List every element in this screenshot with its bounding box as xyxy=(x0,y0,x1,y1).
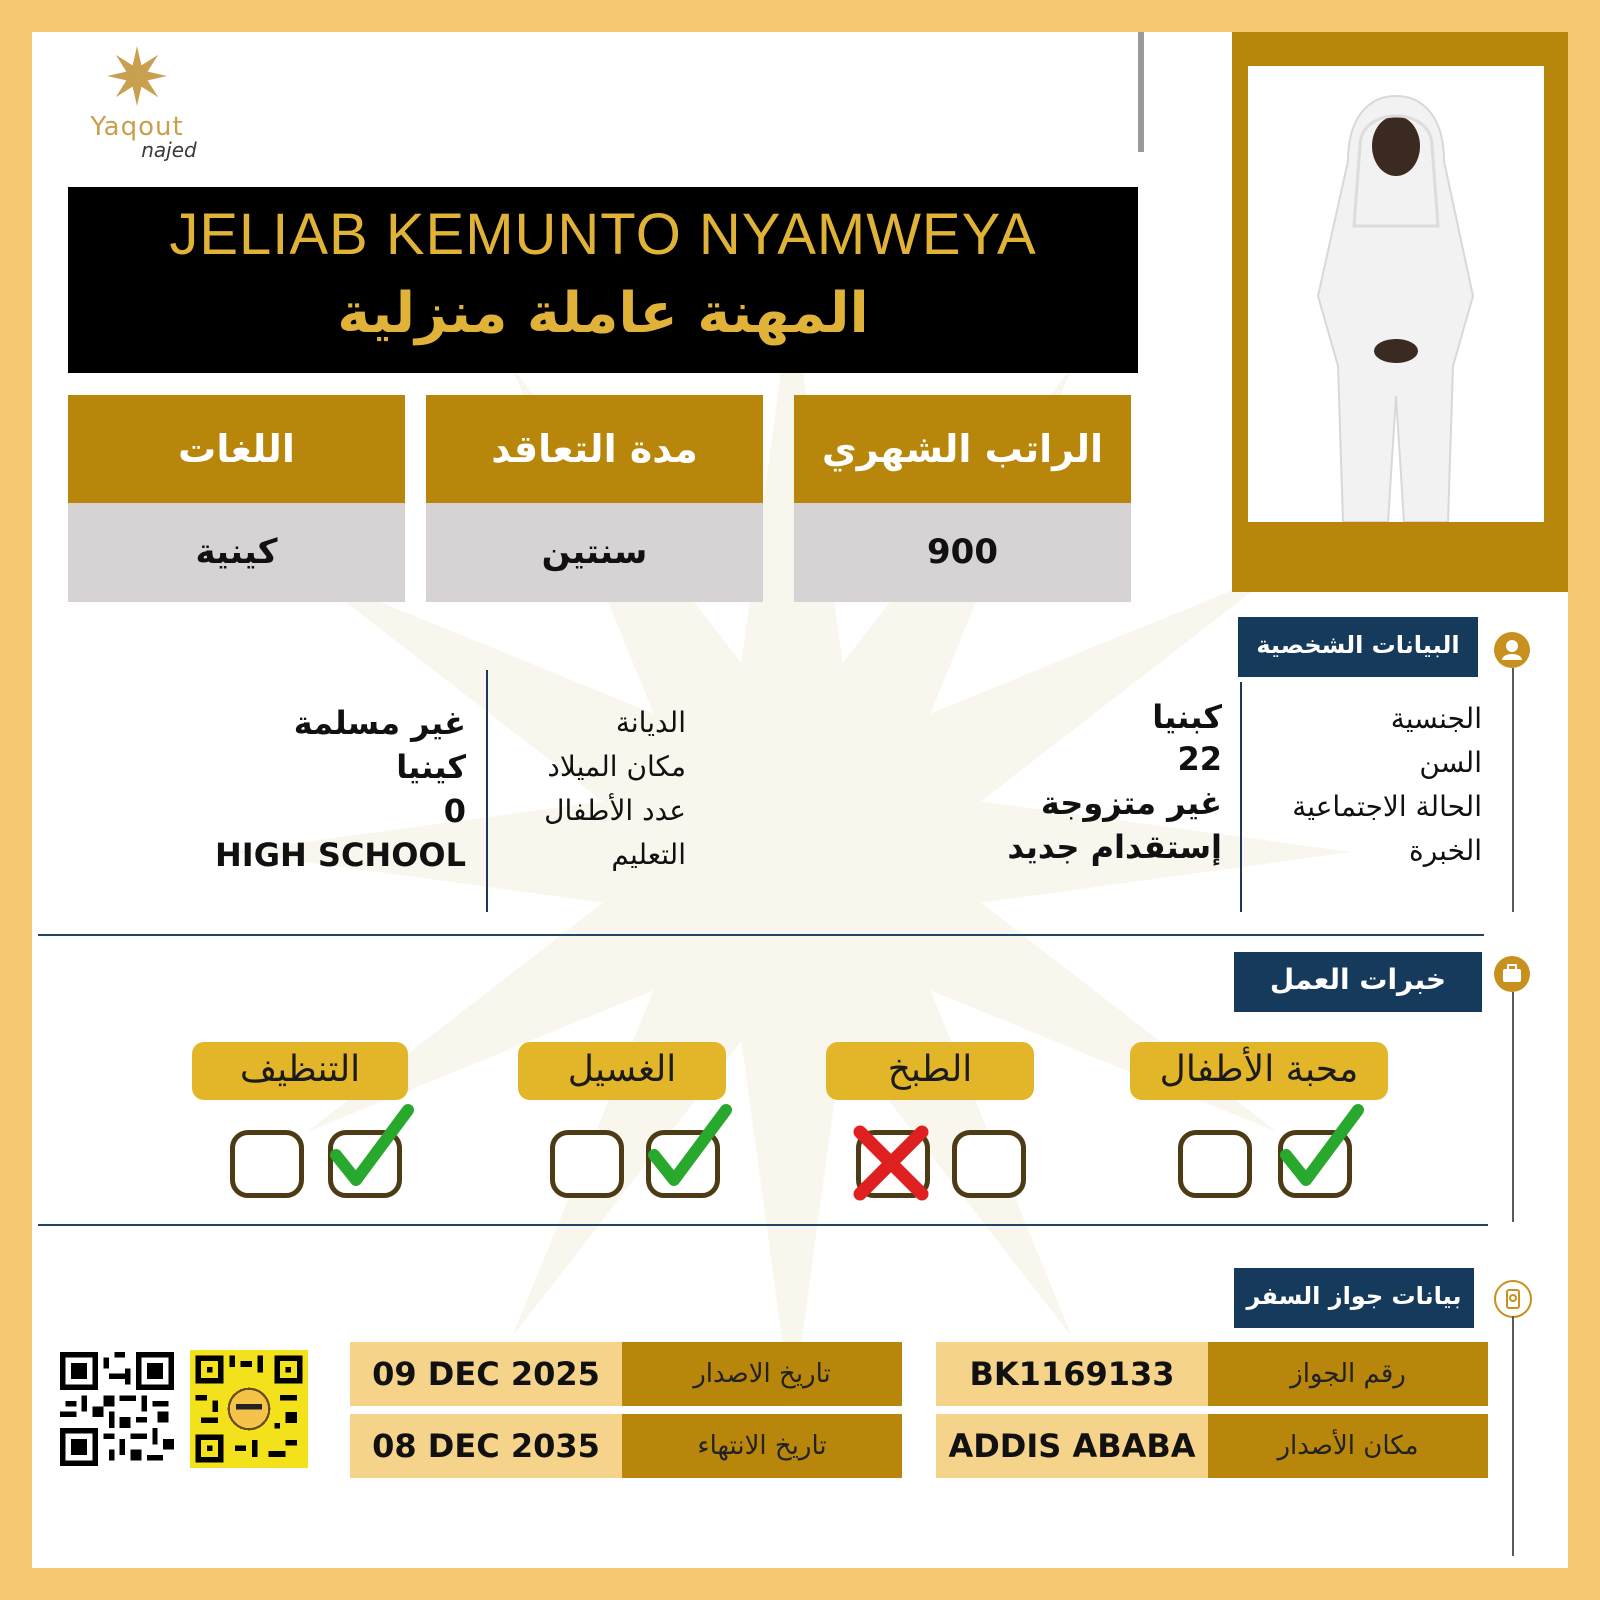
issue-date-label: تاريخ الاصدار xyxy=(622,1342,902,1406)
marital-label: الحالة الاجتماعية xyxy=(1292,790,1482,823)
nationality-label: الجنسية xyxy=(1390,702,1482,735)
experience-value: إستقدام جديد xyxy=(1007,828,1222,866)
candidate-name: JELIAB KEMUNTO NYAMWEYA xyxy=(169,202,1037,267)
brand-name: Yaqout xyxy=(90,112,184,142)
passport-number-label: رقم الجواز xyxy=(1208,1342,1488,1406)
timeline-work xyxy=(1512,992,1514,1222)
qr-code[interactable] xyxy=(60,1352,174,1466)
person-icon xyxy=(1494,632,1530,668)
timeline-personal xyxy=(1512,668,1514,912)
passport-number-value: BK1169133 xyxy=(936,1342,1208,1406)
cooking-yes-box xyxy=(952,1130,1026,1198)
education-value: HIGH SCHOOL xyxy=(215,836,466,874)
languages-box xyxy=(68,395,405,602)
section-divider-1 xyxy=(38,934,1484,936)
passport-place-label: مكان الأصدار xyxy=(1208,1414,1488,1478)
skill-laundry: الغسيل xyxy=(518,1042,726,1100)
salary-box xyxy=(794,395,1131,602)
childcare-no-box xyxy=(1178,1130,1252,1198)
check-icon xyxy=(644,1100,734,1200)
skill-childcare: محبة الأطفال xyxy=(1130,1042,1388,1100)
check-icon xyxy=(1276,1100,1366,1200)
age-label: السن xyxy=(1419,746,1482,779)
section-divider-2 xyxy=(38,1224,1488,1226)
cv-sheet xyxy=(32,32,1568,1568)
candidate-photo xyxy=(1248,66,1544,522)
languages-value: كينية xyxy=(68,503,405,602)
cleaning-no-box xyxy=(230,1130,304,1198)
skill-cooking: الطبخ xyxy=(826,1042,1034,1100)
nationality-value: كبنيا xyxy=(1152,698,1222,736)
photo-frame xyxy=(1232,32,1568,592)
brand-sub: najed xyxy=(141,138,197,162)
religion-value: غير مسلمة xyxy=(293,704,466,742)
expiry-date-value: 08 DEC 2035 xyxy=(350,1414,622,1478)
expiry-date-label: تاريخ الانتهاء xyxy=(622,1414,902,1478)
passport-icon xyxy=(1494,1280,1532,1318)
experience-label: الخبرة xyxy=(1409,834,1482,867)
children-label: عدد الأطفال xyxy=(544,794,686,827)
contract-label: مدة التعاقد xyxy=(426,395,763,503)
contract-box xyxy=(426,395,763,602)
salary-value: 900 xyxy=(794,503,1131,602)
age-value: 22 xyxy=(1177,740,1222,778)
children-value: 0 xyxy=(443,792,466,830)
education-label: التعليم xyxy=(611,838,686,871)
skill-cleaning: التنظيف xyxy=(192,1042,408,1100)
top-divider xyxy=(1138,32,1144,152)
passport-place-value: ADDIS ABABA xyxy=(936,1414,1208,1478)
cross-icon xyxy=(846,1118,936,1208)
issue-date-value: 09 DEC 2025 xyxy=(350,1342,622,1406)
salary-label: الراتب الشهري xyxy=(794,395,1131,503)
work-heading: خبرات العمل xyxy=(1234,952,1482,1012)
briefcase-icon xyxy=(1494,956,1530,992)
laundry-no-box xyxy=(550,1130,624,1198)
name-banner xyxy=(68,187,1138,373)
contract-value: سنتين xyxy=(426,503,763,602)
yellow-qr-code[interactable] xyxy=(190,1350,308,1468)
personal-heading: البيانات الشخصية xyxy=(1238,617,1478,677)
birthplace-label: مكان الميلاد xyxy=(547,750,686,783)
timeline-passport xyxy=(1512,1316,1514,1556)
candidate-profession: المهنة عاملة منزلية xyxy=(337,281,869,346)
languages-label: اللغات xyxy=(68,395,405,503)
check-icon xyxy=(326,1100,416,1200)
personal-separator-left xyxy=(486,670,488,912)
marital-value: غير متزوجة xyxy=(1040,784,1222,822)
passport-heading: بيانات جواز السفر xyxy=(1234,1268,1474,1328)
birthplace-value: كينيا xyxy=(396,748,466,786)
religion-label: الديانة xyxy=(615,706,686,739)
yaqout-logo xyxy=(92,44,182,114)
